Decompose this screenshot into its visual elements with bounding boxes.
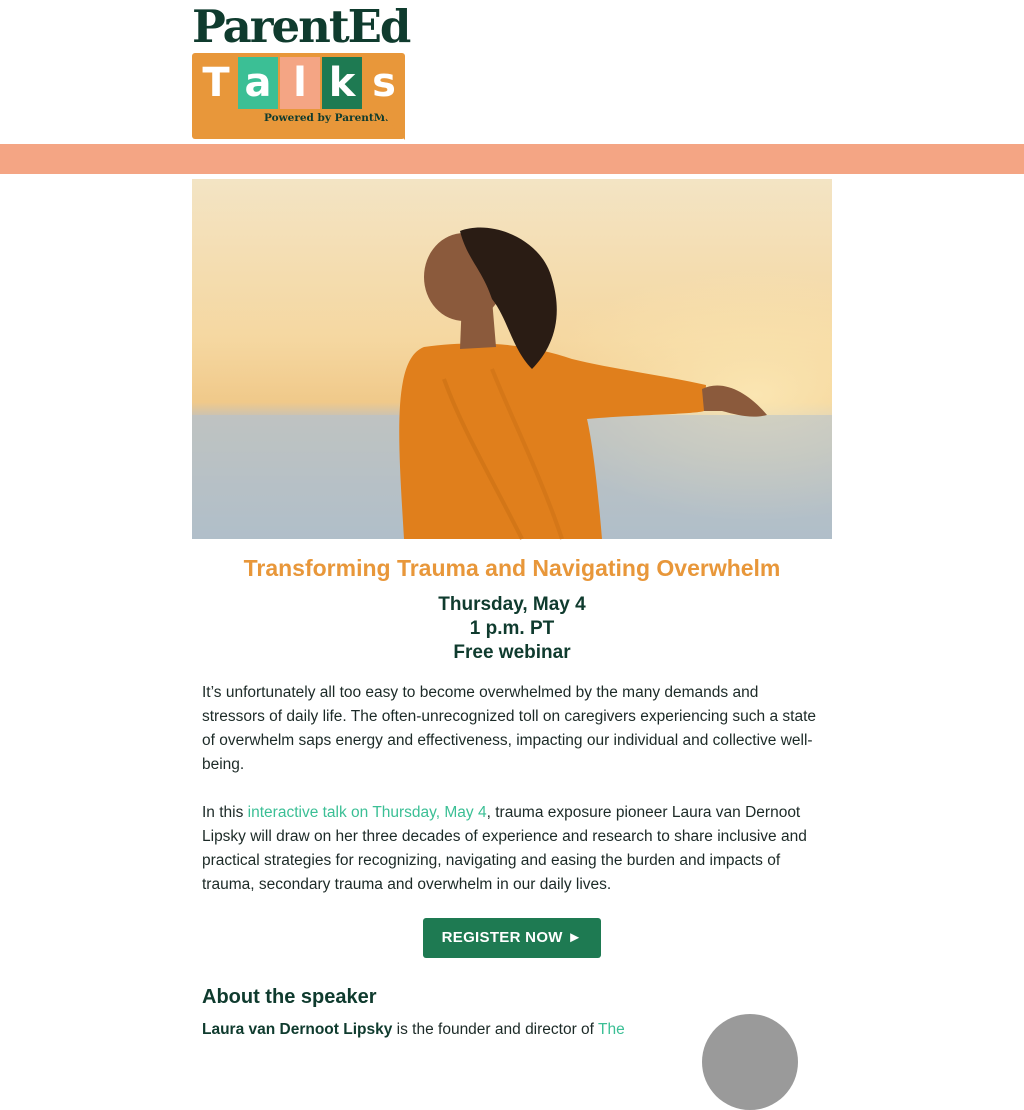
speaker-avatar (702, 1014, 798, 1110)
logo-bubble-tail (380, 112, 405, 140)
event-date: Thursday, May 4 (438, 594, 586, 615)
speaker-intro-text: is the founder and director of (392, 1021, 599, 1038)
talk-link[interactable]: interactive talk on Thursday, May 4 (247, 804, 487, 821)
hero-illustration (192, 179, 832, 539)
hero-image[interactable] (192, 179, 832, 539)
intro-paragraph: It’s unfortunately all too easy to become overwhelmed by the many demands and stressors of daily life. The often-unrecognized toll on caregivers experiencing such a state of overwhelm saps energy and effectiveness, impacting our individual and collective well-being. (202, 684, 817, 773)
event-details (192, 593, 832, 665)
email-content (192, 539, 832, 1042)
logo-letter-tiles (196, 57, 404, 109)
speaker-name: Laura van Dernoot Lipsky (202, 1021, 393, 1038)
logo-tile-a: a (238, 57, 278, 109)
event-title: Transforming Trauma and Navigating Overwhelm (243, 555, 781, 581)
logo-tile-l: l (280, 57, 320, 109)
logo-tile-k: k (322, 57, 362, 109)
logo-speech-bubble (192, 53, 405, 139)
parented-talks-logo[interactable] (192, 0, 410, 142)
register-now-button[interactable]: REGISTER NOW ► (423, 918, 602, 958)
talk-description-prefix: In this (202, 804, 248, 821)
header-divider-band (0, 144, 1024, 174)
event-format: Free webinar (453, 642, 571, 663)
header (0, 0, 1024, 144)
talk-description-paragraph (202, 801, 822, 897)
logo-tile-t: T (196, 57, 236, 109)
logo-powered-by: Powered by ParentMap (264, 112, 400, 124)
about-speaker-heading: About the speaker (202, 986, 377, 1008)
logo-wordmark: ParentEd (192, 0, 410, 53)
talk-description-suffix: , trauma exposure pioneer Laura van Dernoot Lipsky will draw on her three decades of experience and research to share inclusive and practical strategies for recognizing, navigating and easing the burden and impacts of trauma, secondary trauma and overwhelm in our daily lives. (202, 804, 807, 893)
event-time: 1 p.m. PT (469, 618, 555, 639)
speaker-org-link[interactable]: The (598, 1021, 625, 1038)
cta-wrapper (192, 918, 832, 958)
logo-tile-s: s (364, 57, 404, 109)
